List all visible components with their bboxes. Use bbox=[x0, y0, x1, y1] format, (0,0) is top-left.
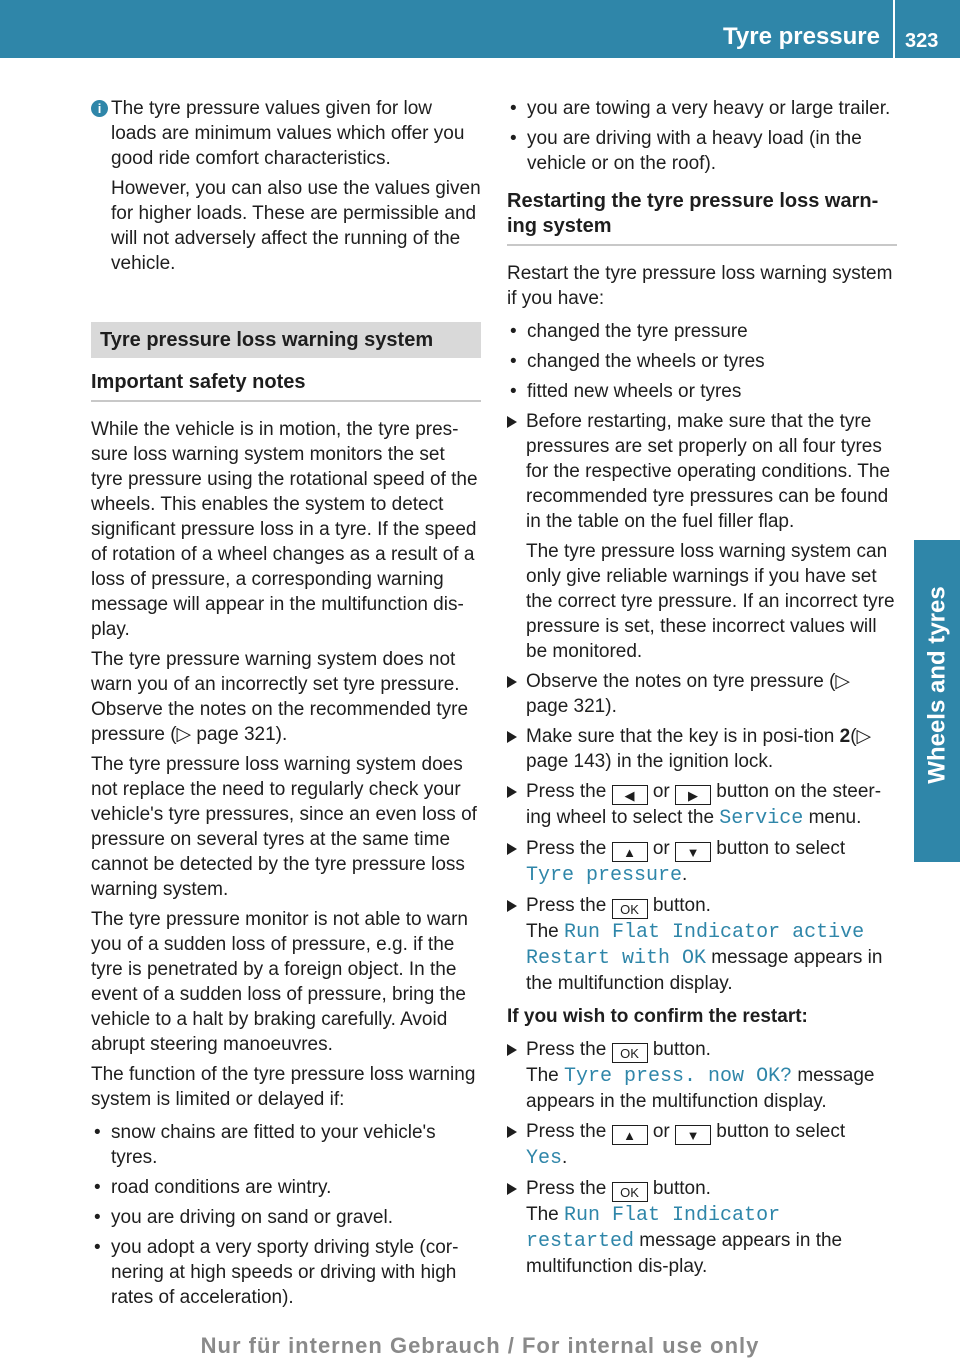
triangle-right-icon bbox=[507, 900, 517, 912]
up-arrow-key-icon: ▲ bbox=[612, 842, 648, 862]
text: (▷ page 143) in the ignition lock. bbox=[526, 726, 872, 772]
step-text: The tyre pressure loss warning system can only give reliable warnings if you have set the correct tyre pressure. If an incorrect tyre pressure is set, these incorrect values will be monitored. bbox=[526, 541, 895, 662]
step bbox=[507, 1176, 897, 1279]
text: button. bbox=[647, 1178, 711, 1199]
paragraph: While the vehicle is in motion, the tyre pres-sure loss warning system monitors the set tyre pressure using the rotational speed of the wheels. This enables the system to detect significant pressure loss in a tyre. If the speed of rotation of a wheel changes as a result of a loss of pressure, a corresponding warning message will appear in the multifunction dis-play. bbox=[91, 419, 478, 640]
section-title: Tyre pressure loss warning system bbox=[91, 322, 481, 358]
ok-key-icon: OK bbox=[612, 1043, 648, 1063]
step-text bbox=[526, 836, 897, 888]
limitations-list bbox=[91, 1120, 481, 1310]
info-text-1: The tyre pressure values given for low loads are minimum values which offer you good ride comfort characteristics. bbox=[111, 98, 465, 169]
text: Press the bbox=[526, 1178, 612, 1199]
info-icon: i bbox=[91, 100, 108, 117]
text: Press the bbox=[526, 1039, 612, 1060]
right-column bbox=[507, 96, 897, 1284]
left-column bbox=[91, 96, 481, 1315]
triangle-right-icon bbox=[507, 1126, 517, 1138]
triangle-right-icon bbox=[507, 416, 517, 428]
list-item: • you are driving with a heavy load (in the vehicle or on the roof). bbox=[507, 126, 897, 176]
text: message appears in the multifunction display. bbox=[526, 947, 883, 994]
step bbox=[507, 724, 897, 774]
display-text-service: Service bbox=[719, 807, 804, 830]
paragraph: The tyre pressure monitor is not able to warn you of a sudden loss of pressure, e.g. if the tyre is penetrated by a foreign object. In the event of a sudden loss of pressure, bring the vehicle to a halt by braking carefully. Avoid abrupt steering manoeuvres. bbox=[91, 909, 469, 1055]
ok-key-icon: OK bbox=[612, 1182, 648, 1202]
display-text-yes: Yes bbox=[526, 1147, 563, 1170]
display-text-restart-with-ok: Restart with OK bbox=[526, 947, 707, 970]
text: message appears in the multifunction display. bbox=[526, 1065, 875, 1112]
confirm-heading: If you wish to confirm the restart: bbox=[507, 1006, 808, 1027]
paragraph: The tyre pressure loss warning system does not replace the need to regularly check your vehicle's tyre pressures, since an even loss of pressure on several tyres at the same time cannot be detected by the tyre pressure loss warning system. bbox=[91, 754, 477, 900]
list-item: • fitted new wheels or tyres bbox=[507, 379, 897, 404]
text: button on the steer-ing wheel to select the bbox=[526, 781, 882, 828]
subsection-title-safety: Important safety notes bbox=[91, 370, 481, 402]
display-text-tyre-press-ok: Tyre press. now OK? bbox=[564, 1065, 793, 1088]
list-item: • changed the tyre pressure bbox=[507, 319, 897, 344]
step-text bbox=[526, 1037, 897, 1114]
text: Press the bbox=[526, 838, 612, 859]
triangle-right-icon bbox=[507, 1044, 517, 1056]
text: The bbox=[526, 921, 565, 942]
display-text-run-flat-active: Run Flat Indicator active bbox=[564, 921, 865, 944]
ok-key-icon: OK bbox=[612, 899, 648, 919]
triangle-right-icon bbox=[507, 1183, 517, 1195]
text: button to select bbox=[711, 838, 846, 859]
step-text bbox=[526, 893, 897, 996]
chapter-side-tab-label: Wheels and tyres bbox=[923, 586, 951, 784]
up-arrow-key-icon: ▲ bbox=[612, 1125, 648, 1145]
text: or bbox=[647, 838, 675, 859]
down-arrow-key-icon: ▼ bbox=[675, 1125, 711, 1145]
step bbox=[507, 779, 897, 831]
list-item: • you adopt a very sporty driving style (cor-nering at high speeds or driving with high rates of acceleration). bbox=[91, 1235, 481, 1310]
triangle-right-icon bbox=[507, 676, 517, 688]
list-item: • changed the wheels or tyres bbox=[507, 349, 897, 374]
paragraph: Restart the tyre pressure loss warning system if you have: bbox=[507, 263, 893, 309]
left-arrow-key-icon: ◀ bbox=[612, 785, 648, 805]
text: or bbox=[647, 781, 675, 802]
info-text-2: However, you can also use the values given for higher loads. These are permissible and will not adversely affect the running of the vehicle. bbox=[111, 178, 481, 274]
display-text-tyre-pressure: Tyre pressure bbox=[526, 864, 683, 887]
step-text bbox=[526, 724, 897, 774]
step bbox=[507, 893, 897, 996]
subsection-title-restart: Restarting the tyre pressure loss warn-ing system bbox=[507, 189, 897, 246]
text: Press the bbox=[526, 1121, 612, 1142]
list-item: • you are driving on sand or gravel. bbox=[91, 1205, 481, 1230]
list-item: • snow chains are fitted to your vehicle's tyres. bbox=[91, 1120, 481, 1170]
list-item: • road conditions are wintry. bbox=[91, 1175, 481, 1200]
step bbox=[507, 409, 897, 664]
header-separator bbox=[893, 0, 895, 58]
paragraph: The function of the tyre pressure loss warning system is limited or delayed if: bbox=[91, 1064, 476, 1110]
key-position: 2 bbox=[839, 726, 851, 747]
text: The bbox=[526, 1204, 565, 1225]
step bbox=[507, 669, 897, 719]
step-text bbox=[526, 1119, 897, 1171]
text: button to select bbox=[711, 1121, 846, 1142]
paragraph: The tyre pressure warning system does not warn you of an incorrectly set tyre pressure. Observe the notes on the recommended tyre pressure (▷ page 321). bbox=[91, 649, 469, 745]
text: button. bbox=[647, 1039, 711, 1060]
limitations-list-continued bbox=[507, 96, 897, 176]
triangle-right-icon bbox=[507, 731, 517, 743]
text: menu. bbox=[803, 807, 862, 828]
info-note bbox=[91, 96, 481, 276]
step-text: Observe the notes on tyre pressure (▷ page 321). bbox=[526, 671, 851, 717]
text: Press the bbox=[526, 781, 612, 802]
step bbox=[507, 836, 897, 888]
restart-conditions-list bbox=[507, 319, 897, 404]
display-text-run-flat-restarted: Run Flat Indicator restarted bbox=[526, 1204, 781, 1253]
footer-watermark: Nur für internen Gebrauch / For internal use only bbox=[200, 1333, 760, 1358]
text: . bbox=[682, 864, 688, 885]
down-arrow-key-icon: ▼ bbox=[675, 842, 711, 862]
text: Press the bbox=[526, 895, 612, 916]
text: The bbox=[526, 1065, 565, 1086]
triangle-right-icon bbox=[507, 843, 517, 855]
text: message appears in the multifunction dis-play. bbox=[526, 1230, 843, 1277]
triangle-right-icon bbox=[507, 786, 517, 798]
step bbox=[507, 1119, 897, 1171]
step-text bbox=[526, 1176, 897, 1279]
page-number: 323 bbox=[905, 30, 939, 52]
text: button. bbox=[647, 895, 711, 916]
list-item: • you are towing a very heavy or large trailer. bbox=[507, 96, 897, 121]
step-text: Before restarting, make sure that the tyre pressures are set properly on all four tyres for the respective operating conditions. The recommended tyre pressures can be found in the table on the fuel filler flap. bbox=[526, 411, 891, 532]
header-title: Tyre pressure bbox=[723, 23, 880, 50]
text: Make sure that the key is in posi-tion bbox=[526, 726, 840, 747]
right-arrow-key-icon: ▶ bbox=[675, 785, 711, 805]
text: . bbox=[562, 1147, 568, 1168]
step bbox=[507, 1037, 897, 1114]
text: or bbox=[647, 1121, 675, 1142]
step-text bbox=[526, 779, 897, 831]
